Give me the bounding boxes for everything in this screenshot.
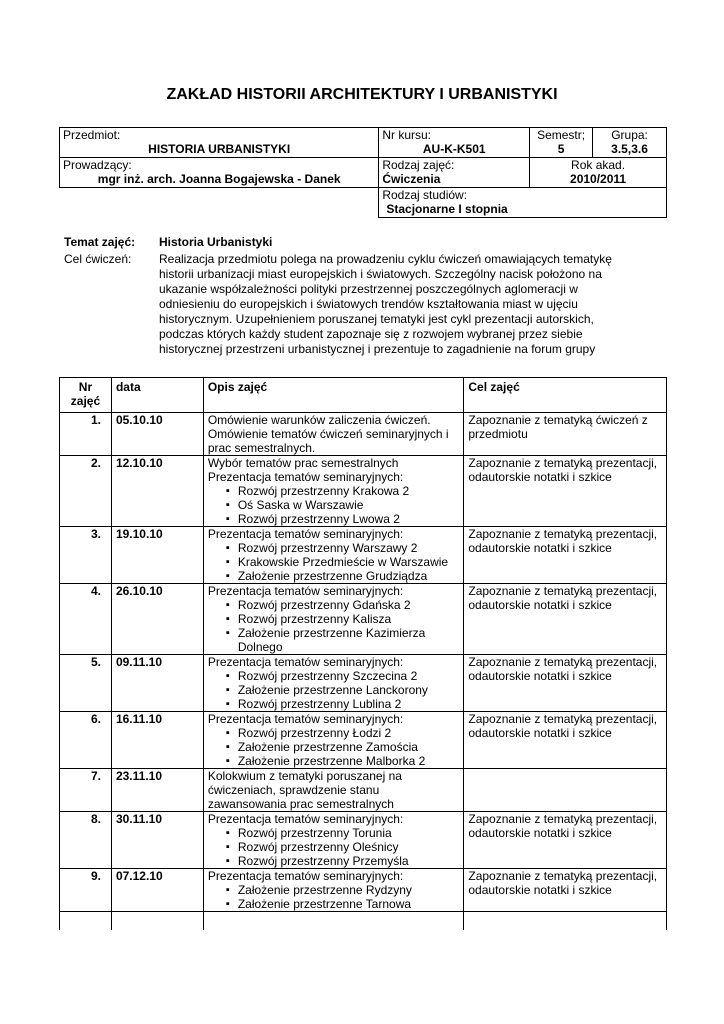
topic-list-item: ▪ Rozwój przestrzenny Krakowa 2: [226, 484, 460, 498]
topic-list-item: ▪ Krakowskie Przedmieście w Warszawie: [226, 555, 460, 569]
row-date: 09.11.10: [111, 655, 203, 712]
topic-list-item: ▪ Rozwój przestrzenny Torunia: [226, 826, 460, 840]
row-date: 12.10.10: [111, 456, 203, 527]
semester-value: 5: [557, 142, 565, 156]
row-date: 05.10.10: [111, 413, 203, 456]
topic-list: [208, 541, 460, 583]
teacher-value: mgr inż. arch. Joanna Bogajewska - Danek: [97, 172, 341, 186]
header-date: data: [111, 378, 203, 413]
topic-value: Historia Urbanistyki: [159, 235, 273, 249]
aim-label: Cel ćwiczeń:: [64, 252, 132, 266]
header-goal: Cel zajęć: [464, 378, 667, 413]
year-cell: [530, 158, 667, 188]
row-nr: 3.: [60, 527, 112, 584]
topic-list-item: ▪ Oś Saska w Warszawie: [226, 498, 460, 512]
row-date: 19.10.10: [111, 527, 203, 584]
row-nr: 7.: [60, 769, 112, 812]
row-goal: Zapoznanie z tematyką prezentacji, odautorskie notatki i szkice: [464, 584, 667, 655]
topic-list-item: ▪ Rozwój przestrzenny Oleśnicy: [226, 840, 460, 854]
row-desc-line: Prezentacja tematów seminaryjnych:: [207, 584, 404, 598]
row-nr: 8.: [60, 812, 112, 869]
row-nr: 2.: [60, 456, 112, 527]
schedule-header-row: [60, 378, 667, 413]
header-desc: Opis zajęć: [203, 378, 464, 413]
topic-list-item: ▪ Rozwój przestrzenny Warszawy 2: [226, 541, 460, 555]
topic-list: [208, 598, 460, 654]
table-row: [60, 413, 667, 456]
year-label: Rok akad.: [571, 158, 626, 172]
row-goal: [464, 769, 667, 812]
row-desc-line: Prezentacja tematów seminaryjnych:: [207, 655, 404, 669]
topic-list-item: ▪ Rozwój przestrzenny Gdańska 2: [226, 598, 460, 612]
topic-list-item: ▪ Założenie przestrzenne Lanckorony: [226, 683, 460, 697]
row-desc: [203, 869, 464, 912]
topic-list: [208, 883, 460, 911]
row-desc-line: Prezentacja tematów seminaryjnych:: [207, 812, 404, 826]
row-desc: [203, 456, 464, 527]
table-row: [60, 812, 667, 869]
row-goal: Zapoznanie z tematyką prezentacji, odautorskie notatki i szkice: [464, 655, 667, 712]
row-desc: [203, 413, 464, 456]
year-value: 2010/2011: [570, 172, 627, 186]
class-type-value: Ćwiczenia: [382, 172, 441, 186]
row-desc: [203, 527, 464, 584]
row-date: 30.11.10: [111, 812, 203, 869]
table-continuation-row: [60, 912, 667, 931]
row-nr: 6.: [60, 712, 112, 769]
row-date: 23.11.10: [111, 769, 203, 812]
row-date: 26.10.10: [111, 584, 203, 655]
row-goal: Zapoznanie z tematyką prezentacji, odautorskie notatki i szkice: [464, 869, 667, 912]
topic-list-item: ▪ Rozwój przestrzenny Lublina 2: [226, 697, 460, 711]
row-date: 16.11.10: [111, 712, 203, 769]
row-desc-line: Omówienie warunków zaliczenia ćwiczeń. Omówienie tematów ćwiczeń seminaryjnych i prac semestralnych.: [207, 413, 449, 455]
table-row: [60, 527, 667, 584]
table-row: [60, 869, 667, 912]
row-goal: Zapoznanie z tematyką prezentacji, odautorskie notatki i szkice: [464, 712, 667, 769]
row-nr: 5.: [60, 655, 112, 712]
table-row: [60, 584, 667, 655]
topic-list-item: ▪ Rozwój przestrzenny Lwowa 2: [226, 512, 460, 526]
header-nr: Nr zajęć: [60, 378, 112, 413]
teacher-label: Prowadzący:: [63, 158, 132, 172]
semester-cell: [530, 128, 593, 158]
subject-label: Przedmiot:: [63, 128, 121, 142]
course-value: AU-K-K501: [422, 142, 486, 156]
table-row: [60, 712, 667, 769]
semester-label: Semestr;: [537, 128, 586, 142]
page-title: ZAKŁAD HISTORII ARCHITEKTURY I URBANISTYKI: [166, 86, 558, 103]
row-date: 07.12.10: [111, 869, 203, 912]
topic-list-item: ▪ Założenie przestrzenne Kazimierza Dolnego: [226, 626, 460, 654]
empty-cell: [60, 912, 112, 931]
subject-cell: [60, 128, 379, 158]
study-type-value: Stacjonarne I stopnia: [386, 202, 508, 216]
row-desc-line: Prezentacja tematów seminaryjnych:: [207, 470, 404, 484]
topic-list: [208, 826, 460, 868]
empty-cell: [111, 912, 203, 931]
row-desc-line: Prezentacja tematów seminaryjnych:: [207, 527, 404, 541]
row-goal: Zapoznanie z tematyką ćwiczeń z przedmiotu: [464, 413, 667, 456]
row-desc-line: Prezentacja tematów seminaryjnych:: [207, 712, 404, 726]
topic-list-item: ▪ Założenie przestrzenne Malborka 2: [226, 754, 460, 768]
class-type-cell: [379, 158, 530, 188]
topic-list-item: ▪ Założenie przestrzenne Grudziądza: [226, 569, 460, 583]
row-desc: [203, 769, 464, 812]
course-info-table: [59, 127, 667, 218]
course-cell: [379, 128, 530, 158]
row-desc: [203, 812, 464, 869]
row-nr: 9.: [60, 869, 112, 912]
row-desc-line: Wybór tematów prac semestralnych: [207, 456, 399, 470]
topic-list-item: ▪ Rozwój przestrzenny Kalisza: [226, 612, 460, 626]
topic-list-item: ▪ Założenie przestrzenne Rydzyny: [226, 883, 460, 897]
table-row: [60, 769, 667, 812]
row-desc: [203, 584, 464, 655]
subject-value: HISTORIA URBANISTYKI: [148, 142, 291, 156]
row-nr: 4.: [60, 584, 112, 655]
topic: [64, 235, 273, 249]
table-row: [60, 456, 667, 527]
empty-cell: [203, 912, 464, 931]
study-type-label: Rodzaj studiów:: [382, 188, 468, 202]
study-type-cell: [379, 188, 667, 218]
topic-list-item: ▪ Założenie przestrzenne Tarnowa: [226, 897, 460, 911]
row-desc-line: Prezentacja tematów seminaryjnych:: [207, 869, 404, 883]
schedule-table: [59, 377, 667, 930]
topic-list-item: ▪ Rozwój przestrzenny Łodzi 2: [226, 726, 460, 740]
row-nr: 1.: [60, 413, 112, 456]
topic-list-item: ▪ Rozwój przestrzenny Przemyśla: [226, 854, 460, 868]
row-goal: Zapoznanie z tematyką prezentacji, odautorskie notatki i szkice: [464, 527, 667, 584]
row-desc-line: Kolokwium z tematyki poruszanej na ćwiczeniach, sprawdzenie stanu zawansowania prac semestralnych: [207, 769, 402, 811]
table-row: [60, 655, 667, 712]
row-goal: Zapoznanie z tematyką prezentacji, odautorskie notatki i szkice: [464, 812, 667, 869]
topic-label: Temat zajęć:: [64, 235, 136, 249]
empty-cell: [464, 912, 667, 931]
row-goal: Zapoznanie z tematyką prezentacji, odautorskie notatki i szkice: [464, 456, 667, 527]
row-desc: [203, 655, 464, 712]
schedule-body: [60, 413, 667, 931]
aim-text: Realizacja przedmiotu polega na prowadzeniu cyklu ćwiczeń omawiających tematykę historii urbanizacji miast europejskich i światowych. Szczególny nacisk położono na ukazanie współzależności polityki przestrzennej poszczególnych aglomeracji w odniesieniu do europejskich i światowych trendów kształtowania miast w ujęciu historycznym. Uzupełnieniem poruszanej tematyki jest cykl prezentacji autorskich, podczas których każdy student zapoznaje się z rozwojem wybranej przez siebie historycznej przestrzeni urbanistycznej i prezentuje to zagadnienie na forum grupy: [159, 252, 612, 356]
topic-list: [208, 484, 460, 526]
course-label: Nr kursu:: [382, 128, 432, 142]
topic-list: [208, 726, 460, 768]
topic-list-item: ▪ Założenie przestrzenne Zamościa: [226, 740, 460, 754]
class-type-label: Rodzaj zajęć:: [382, 158, 455, 172]
group-label: Grupa:: [611, 128, 648, 142]
topic-list-item: ▪ Rozwój przestrzenny Szczecina 2: [226, 669, 460, 683]
topic-list: [208, 669, 460, 711]
row-desc: [203, 712, 464, 769]
teacher-cell: [60, 158, 379, 188]
group-cell: [593, 128, 667, 158]
group-value: 3.5,3.6: [611, 142, 648, 156]
